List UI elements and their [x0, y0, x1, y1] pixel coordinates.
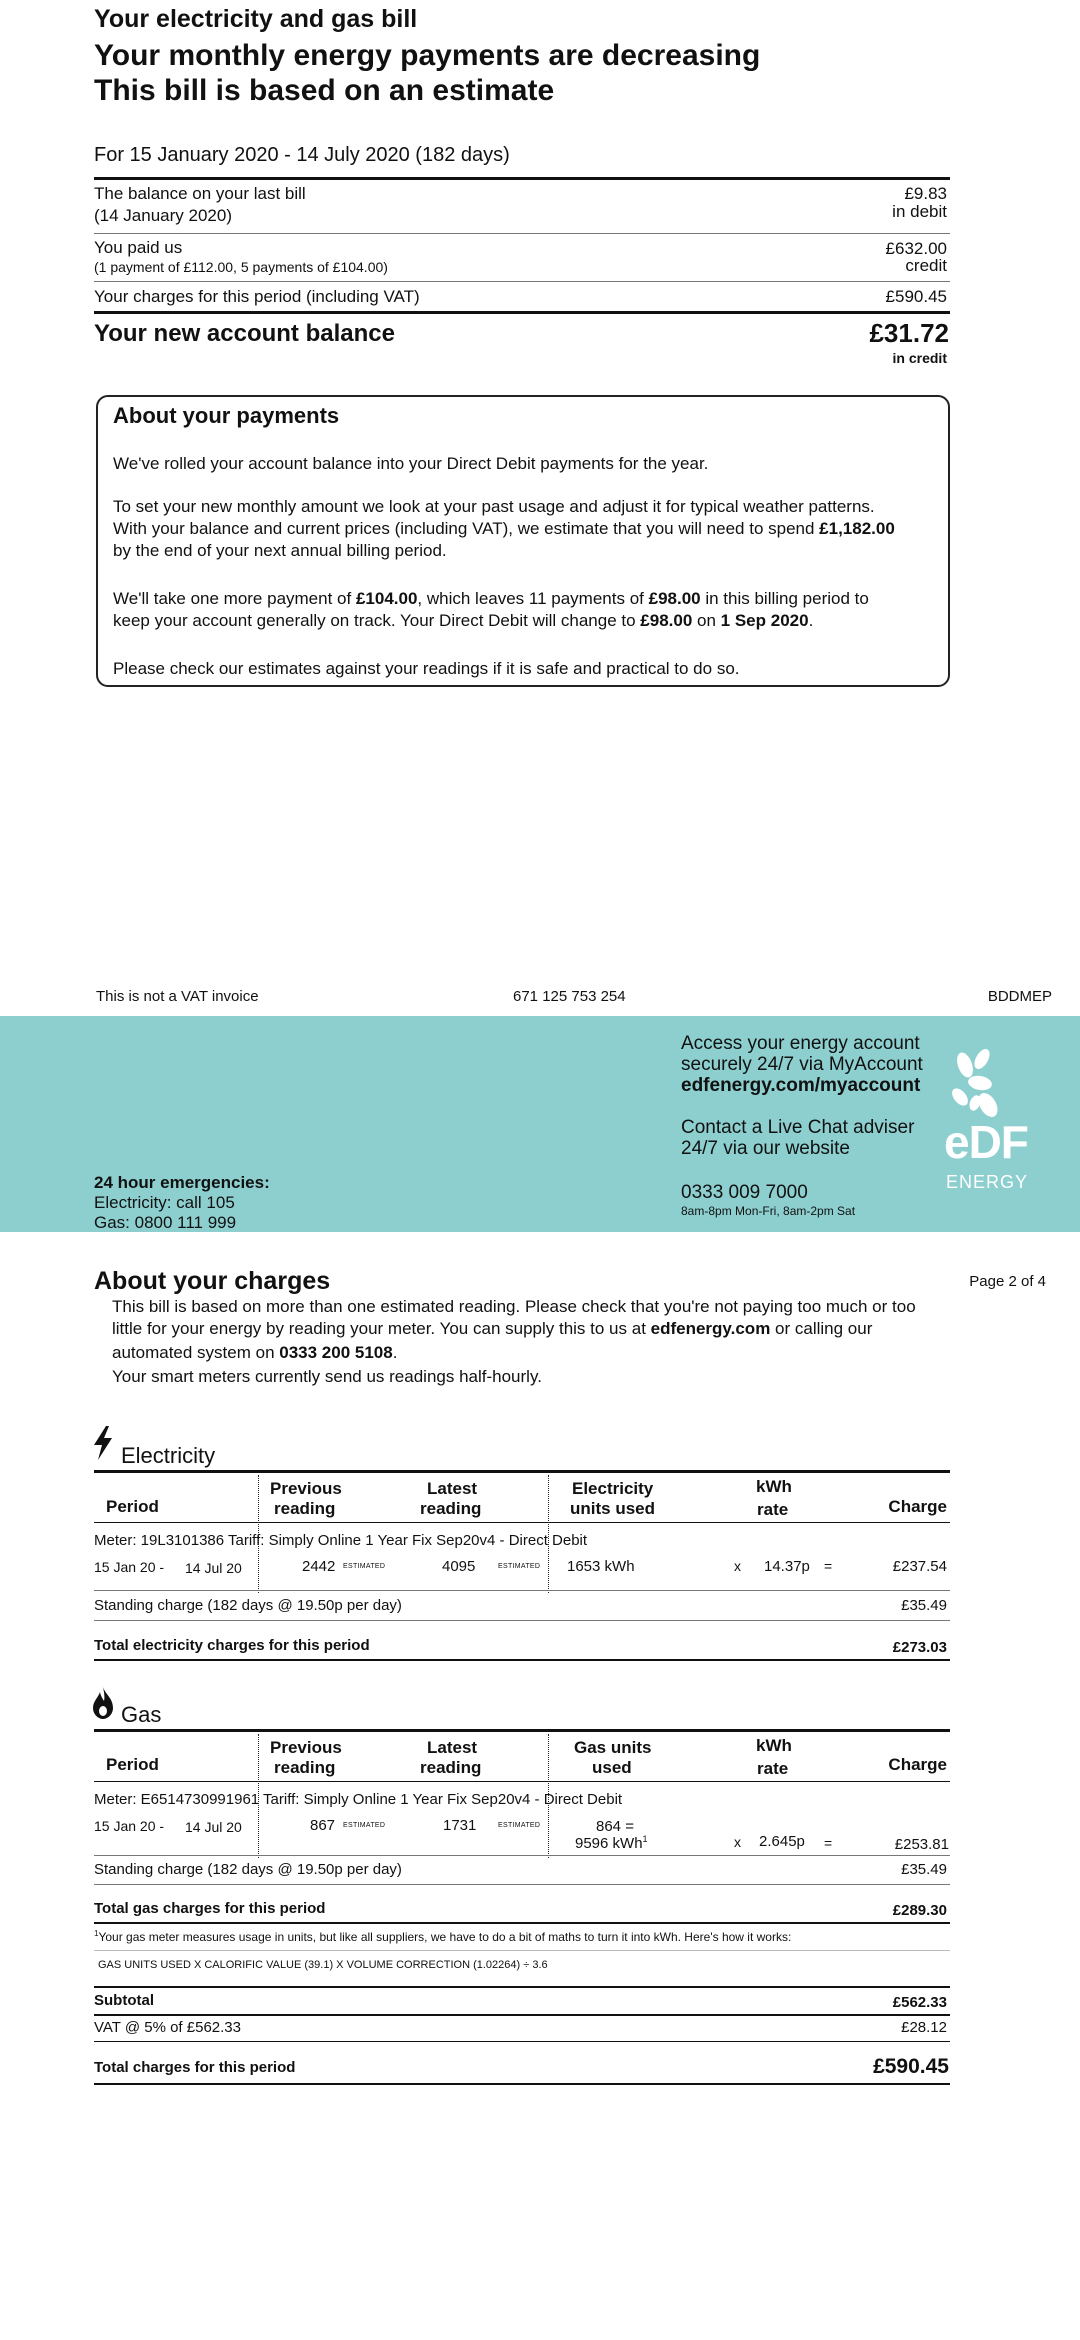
access-line-1: Access your energy account	[681, 1033, 920, 1054]
text-span: on	[692, 611, 721, 630]
gas-rate: 2.645p	[759, 1833, 805, 1850]
next-payment-amount: £104.00	[355, 589, 418, 608]
text-span: .	[808, 611, 814, 630]
footnote-marker: 1	[642, 1834, 648, 1844]
elec-header-period: Period	[106, 1497, 159, 1516]
text-span: We'll take one more payment of	[113, 589, 356, 608]
divider	[94, 1620, 950, 1621]
elec-charge: £237.54	[892, 1558, 947, 1575]
gas-latest-reading: 1731	[443, 1817, 477, 1834]
last-bill-status: in debit	[892, 202, 947, 221]
new-balance-amount: £31.72	[869, 318, 949, 348]
charges-intro-2	[112, 1319, 872, 1339]
elec-period-from: 15 Jan 20 -	[94, 1559, 165, 1575]
gas-total-label: Total gas charges for this period	[94, 1900, 326, 1917]
gas-standing-amount: £35.49	[901, 1861, 947, 1878]
charges-intro-1: This bill is based on more than one estimated reading. Please check that you're not paying too much or too	[112, 1297, 916, 1316]
gas-period-to: 14 Jul 20	[185, 1819, 242, 1835]
gas-previous-estimated-tag: ESTIMATED	[343, 1822, 386, 1829]
paid-status: credit	[905, 256, 947, 275]
gas-standing-label: Standing charge (182 days @ 19.50p per day)	[94, 1861, 402, 1878]
elec-equals: =	[824, 1558, 833, 1574]
elec-header-previous-2: reading	[274, 1499, 336, 1518]
gas-meter-info: Meter: E6514730991961 Tariff: Simply Online 1 Year Fix Sep20v4 - Direct Debit	[94, 1791, 623, 1808]
gas-bottom-rule	[94, 1922, 950, 1924]
gas-top-rule	[94, 1729, 950, 1732]
divider	[94, 1590, 950, 1591]
elec-header-rate: kWh	[756, 1477, 792, 1496]
gas-latest-estimated-tag: ESTIMATED	[498, 1822, 541, 1829]
gas-header-latest: Latest	[427, 1738, 478, 1757]
flame-icon	[92, 1687, 114, 1719]
gas-header-units: Gas units	[574, 1738, 652, 1757]
account-number: 671 125 753 254	[513, 988, 626, 1005]
subtotal-amount: £562.33	[892, 1994, 947, 2011]
gas-header-charge: Charge	[888, 1755, 947, 1774]
new-dd-amount: £98.00	[640, 611, 693, 630]
lightning-icon	[92, 1426, 114, 1460]
live-chat-line-1: Contact a Live Chat adviser	[681, 1117, 915, 1138]
gas-header-rate-2: rate	[757, 1759, 789, 1778]
charges-intro-3	[112, 1343, 397, 1363]
elec-standing-label: Standing charge (182 days @ 19.50p per day)	[94, 1597, 402, 1614]
text-span: automated system on	[112, 1343, 280, 1362]
divider	[94, 1522, 950, 1523]
edf-logo-text: eDF	[944, 1116, 1028, 1168]
page-number: Page 2 of 4	[969, 1273, 1046, 1290]
divider	[94, 1781, 950, 1782]
elec-header-latest-2: reading	[420, 1499, 482, 1518]
contact-phone[interactable]: 0333 009 7000	[681, 1182, 808, 1203]
last-bill-amount: £9.83	[904, 184, 947, 203]
charges-title: About your charges	[94, 1267, 331, 1295]
gas-total-amount: £289.30	[892, 1902, 947, 1919]
bill-heading: Your electricity and gas bill	[94, 5, 418, 33]
gas-units-used: 864 =	[596, 1818, 634, 1835]
payments-paragraph-3a	[113, 589, 869, 609]
billing-period: For 15 January 2020 - 14 July 2020 (182 days)	[94, 144, 510, 166]
divider	[94, 2041, 950, 2042]
elec-standing-amount: £35.49	[901, 1597, 947, 1614]
elec-period-to: 14 Jul 20	[185, 1560, 242, 1576]
text-span: or calling our	[770, 1319, 873, 1338]
live-chat-line-2: 24/7 via our website	[681, 1138, 850, 1159]
elec-multiply: x	[734, 1558, 741, 1574]
myaccount-link[interactable]: edfenergy.com/myaccount	[681, 1075, 921, 1096]
text-span: keep your account generally on track. Your Direct Debit will change to	[113, 611, 641, 630]
gas-header-period: Period	[106, 1755, 159, 1774]
gas-period-from: 15 Jan 20 -	[94, 1818, 165, 1834]
text-span: With your balance and current prices (including VAT), we estimate that you will need to spend	[113, 519, 820, 538]
reference-code: BDDMEP	[987, 988, 1052, 1005]
gas-header-latest-2: reading	[420, 1758, 482, 1777]
elec-latest-reading: 4095	[442, 1558, 476, 1575]
vat-amount: £28.12	[901, 2019, 947, 2036]
elec-previous-reading: 2442	[302, 1558, 336, 1575]
access-line-2: securely 24/7 via MyAccount	[681, 1054, 923, 1075]
divider	[94, 1950, 950, 1951]
paid-label: You paid us	[94, 238, 183, 257]
charges-intro-4: Your smart meters currently send us readings half-hourly.	[112, 1367, 542, 1386]
text-span: .	[392, 1343, 398, 1362]
gas-conversion-note	[94, 1929, 791, 1944]
payments-paragraph-3b	[113, 611, 813, 631]
edf-logo-subtext: ENERGY	[946, 1172, 1029, 1192]
divider	[94, 1884, 950, 1885]
payments-paragraph-2c: by the end of your next annual billing period.	[113, 541, 447, 560]
estimate-notice: This bill is based on an estimate	[94, 74, 555, 107]
gas-previous-reading: 867	[310, 1817, 336, 1834]
paid-amount: £632.00	[885, 239, 947, 258]
emergency-gas: Gas: 0800 111 999	[94, 1213, 237, 1232]
dd-change-date: 1 Sep 2020	[720, 611, 809, 630]
elec-total-amount: £273.03	[892, 1639, 947, 1656]
gas-header-previous: Previous	[270, 1738, 342, 1757]
gas-equals: =	[824, 1835, 833, 1851]
vat-label: VAT @ 5% of £562.33	[94, 2019, 241, 2036]
elec-latest-estimated-tag: ESTIMATED	[498, 1563, 541, 1570]
electricity-title: Electricity	[121, 1443, 216, 1468]
elec-header-units: Electricity	[572, 1479, 654, 1498]
elec-rate: 14.37p	[764, 1558, 810, 1575]
vat-notice: This is not a VAT invoice	[96, 988, 259, 1005]
totals-rule	[94, 2014, 950, 2016]
summary-bottom-rule	[94, 311, 950, 314]
total-charges-amount: £590.45	[873, 2055, 949, 2078]
electricity-top-rule	[94, 1470, 950, 1473]
elec-total-label: Total electricity charges for this period	[94, 1637, 370, 1654]
payments-paragraph-4: Please check our estimates against your readings if it is safe and practical to do so.	[113, 659, 740, 678]
spend-amount: £1,182.00	[819, 519, 895, 538]
charges-label: Your charges for this period (including VAT)	[94, 287, 420, 306]
payments-paragraph-2b	[113, 519, 895, 539]
gas-conversion-formula: GAS UNITS USED X CALORIFIC VALUE (39.1) X VOLUME CORRECTION (1.02264) ÷ 3.6	[98, 1959, 548, 1971]
elec-header-units-2: units used	[570, 1499, 656, 1518]
elec-meter-info: Meter: 19L3101386 Tariff: Simply Online 1 Year Fix Sep20v4 - Direct Debit	[94, 1532, 588, 1549]
paid-detail: (1 payment of £112.00, 5 payments of £104.00)	[94, 259, 388, 275]
elec-units-used: 1653 kWh	[567, 1558, 635, 1575]
last-bill-label: The balance on your last bill	[94, 184, 306, 203]
bill-subheading: Your monthly energy payments are decreasing	[94, 39, 761, 72]
text-span: little for your energy by reading your meter. You can supply this to us at	[112, 1319, 651, 1338]
subtotal-label: Subtotal	[94, 1992, 154, 2009]
totals-top-rule	[94, 1986, 950, 1988]
total-charges-label: Total charges for this period	[94, 2059, 296, 2076]
elec-header-latest: Latest	[427, 1479, 478, 1498]
gas-header-previous-2: reading	[274, 1758, 336, 1777]
text-span: , which leaves 11 payments of	[417, 589, 649, 608]
note-text: Your gas meter measures usage in units, but like all suppliers, we have to do a bit of maths to turn it into kWh. Here's how it works:	[98, 1930, 792, 1944]
emergency-title: 24 hour emergencies:	[94, 1173, 270, 1192]
electricity-bottom-rule	[94, 1659, 950, 1661]
divider	[94, 1855, 950, 1856]
edf-logo-icon	[940, 1045, 1040, 1125]
new-balance-status: in credit	[892, 350, 947, 366]
payments-paragraph-1: We've rolled your account balance into your Direct Debit payments for the year.	[113, 454, 709, 473]
gas-header-rate: kWh	[756, 1736, 792, 1755]
emergency-electricity: Electricity: call 105	[94, 1193, 235, 1212]
new-balance-label: Your new account balance	[94, 320, 395, 347]
last-bill-date: (14 January 2020)	[94, 206, 232, 225]
elec-header-previous: Previous	[270, 1479, 342, 1498]
charges-amount: £590.45	[885, 287, 947, 306]
gas-kwh-value: 9596 kWh	[575, 1835, 643, 1852]
divider	[94, 233, 950, 234]
contact-hours: 8am-8pm Mon-Fri, 8am-2pm Sat	[681, 1204, 856, 1218]
footnote-marker: 1	[94, 1929, 99, 1938]
payments-title: About your payments	[113, 403, 340, 428]
totals-bottom-rule	[94, 2083, 950, 2085]
summary-top-rule	[94, 177, 950, 180]
gas-header-units-2: used	[592, 1758, 632, 1777]
gas-charge: £253.81	[894, 1836, 949, 1853]
elec-header-rate-2: rate	[757, 1500, 789, 1519]
elec-previous-estimated-tag: ESTIMATED	[343, 1563, 386, 1570]
text-span: in this billing period to	[700, 589, 869, 608]
payments-paragraph-2a: To set your new monthly amount we look at your past usage and adjust it for typical weather patterns.	[113, 497, 875, 516]
divider	[94, 281, 950, 282]
edf-website: edfenergy.com	[650, 1319, 771, 1338]
meter-reading-phone: 0333 200 5108	[279, 1343, 393, 1362]
gas-units-kwh	[575, 1834, 648, 1852]
elec-header-charge: Charge	[888, 1497, 947, 1516]
monthly-amount: £98.00	[648, 589, 701, 608]
gas-title: Gas	[121, 1702, 162, 1727]
gas-multiply: x	[734, 1834, 741, 1850]
